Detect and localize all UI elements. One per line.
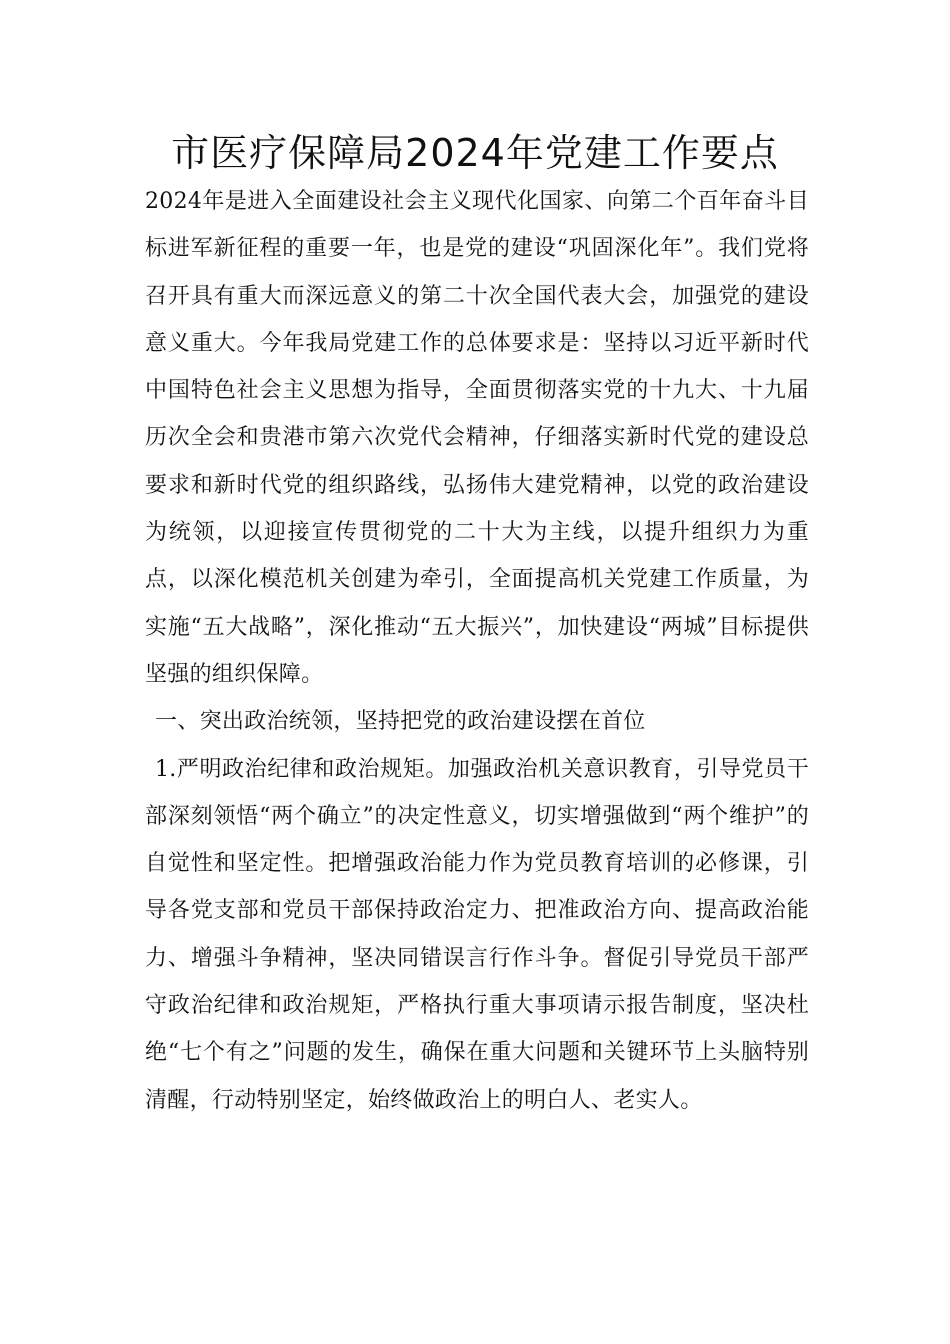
item-paragraph-1: 1.严明政治纪律和政治规矩。加强政治机关意识教育，引导党员干部深刻领悟“两个确立”的决定性意义，切实增强做到“两个维护”的自觉性和坚定性。把增强政治能力作为党员教育培训的必修课，引导各党支部和党员干部保持政治定力、把准政治方向、提高政治能力、增强斗争精神，坚决同错误言行作斗争。督促引导党员干部严守政治纪律和政治规矩，严格执行重大事项请示报告制度，坚决杜绝“七个有之”问题的发生，确保在重大问题和关键环节上头脑特别清醒，行动特别坚定，始终做政治上的明白人、老实人。 [145,756,809,1113]
document-title: 市医疗保障局2024年党建工作要点 [171,131,779,175]
document-body [145,178,809,1124]
intro-paragraph: 2024年是进入全面建设社会主义现代化国家、向第二个百年奋斗目标进军新征程的重要一年，也是党的建设“巩固深化年”。我们党将召开具有重大而深远意义的第二十次全国代表大会，加强党的建设意义重大。今年我局党建工作的总体要求是：坚持以习近平新时代中国特色社会主义思想为指导，全面贯彻落实党的十九大、十九届历次全会和贵港市第六次党代会精神，仔细落实新时代党的建设总要求和新时代党的组织路线，弘扬伟大建党精神，以党的政治建设为统领，以迎接宣传贯彻党的二十大为主线，以提升组织力为重点，以深化模范机关创建为牵引，全面提高机关党建工作质量，为实施“五大战略”，深化推动“五大振兴”，加快建设“两城”目标提供坚强的组织保障。 [145,189,809,687]
section-heading-1: 一、突出政治统领，坚持把党的政治建设摆在首位 [155,709,646,735]
